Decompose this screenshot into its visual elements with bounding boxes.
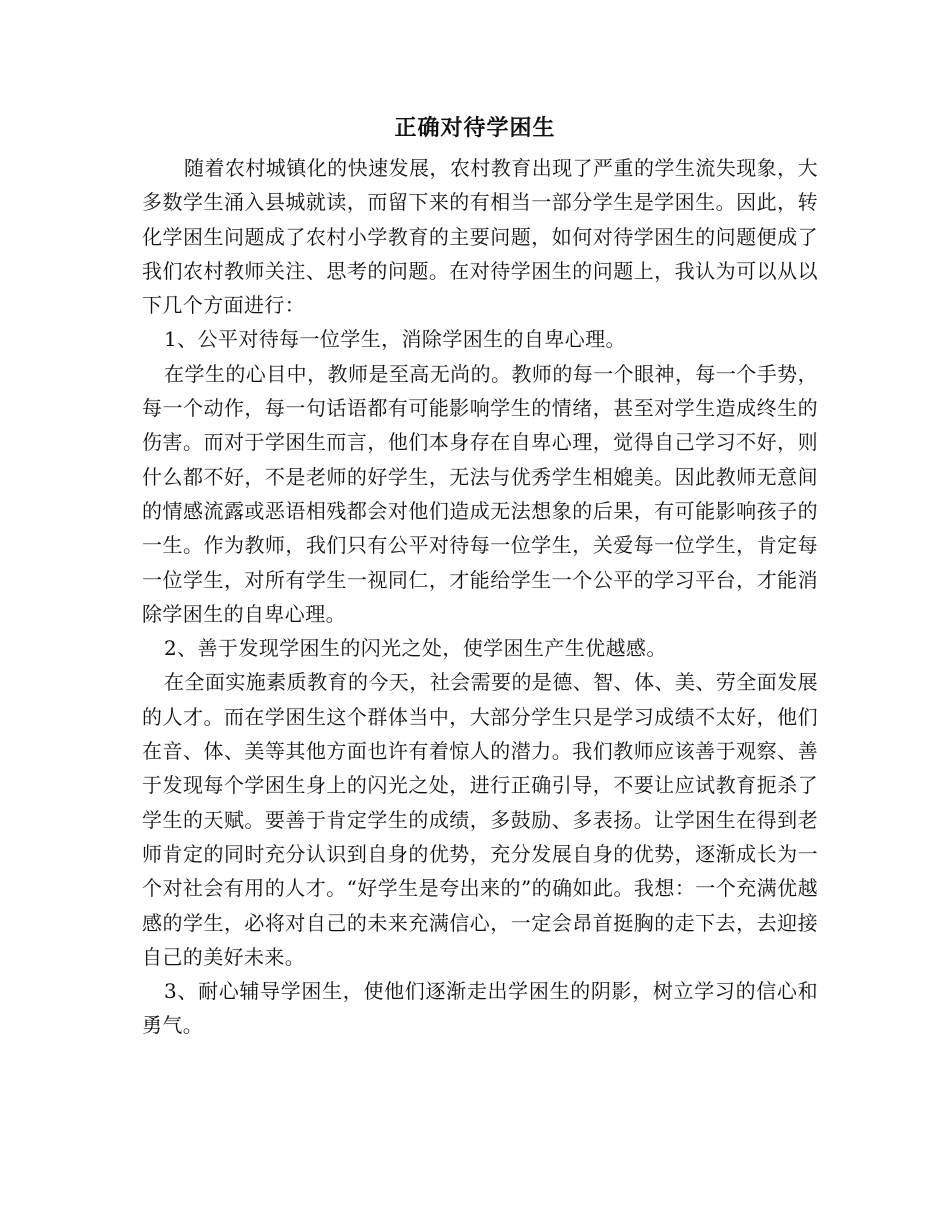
section-paragraph-2: 在全面实施素质教育的今天，社会需要的是德、智、体、美、劳全面发展的人才。而在学困生这个群体当中，大部分学生只是学习成绩不太好，他们在音、体、美等其他方面也许有着惊人的潜力。我们教师应该善于观察、善于发现每个学困生身上的闪光之处，进行正确引导，不要让应试教育扼杀了学生的天赋。要善于肯定学生的成绩，多鼓励、多表扬。让学困生在得到老师肯定的同时充分认识到自身的优势，充分发展自身的优势，逐渐成长为一个对社会有用的人才。“好学生是夸出来的”的确如此。我想：一个充满优越感的学生，必将对自己的未来充满信心，一定会昂首挺胸的走下去，去迎接自己的美好未来。 xyxy=(142,670,818,969)
section-heading-1: 1、公平对待每一位学生，消除学困生的自卑心理。 xyxy=(164,327,626,352)
document-title: 正确对待学困生 xyxy=(394,115,556,141)
section-paragraph-1: 在学生的心目中，教师是至高无尚的。教师的每一个眼神，每一个手势，每一个动作，每一句话语都有可能影响学生的情绪，甚至对学生造成终生的伤害。而对于学困生而言，他们本身存在自卑心理，觉得自己学习不好，则什么都不好，不是老师的好学生，无法与优秀学生相媲美。因此教师无意间的情感流露或恶语相残都会对他们造成无法想象的后果，有可能影响孩子的一生。作为教师，我们只有公平对待每一位学生，关爱每一位学生，肯定每一位学生，对所有学生一视同仁，才能给学生一个公平的学习平台，才能消除学困生的自卑心理。 xyxy=(142,361,818,626)
section-heading-3: 3、耐心辅导学困生，使他们逐渐走出学困生的阴影，树立学习的信心和勇气。 xyxy=(142,979,818,1038)
document-body xyxy=(142,151,818,1043)
section-heading-2: 2、善于发现学困生的闪光之处，使学困生产生优越感。 xyxy=(164,636,667,661)
intro-paragraph: 随着农村城镇化的快速发展，农村教育出现了严重的学生流失现象，大多数学生涌入县城就读，而留下来的有相当一部分学生是学困生。因此，转化学困生问题成了农村小学教育的主要问题，如何对待学困生的问题便成了我们农村教师关注、思考的问题。在对待学困生的问题上，我认为可以从以下几个方面进行： xyxy=(142,156,818,318)
